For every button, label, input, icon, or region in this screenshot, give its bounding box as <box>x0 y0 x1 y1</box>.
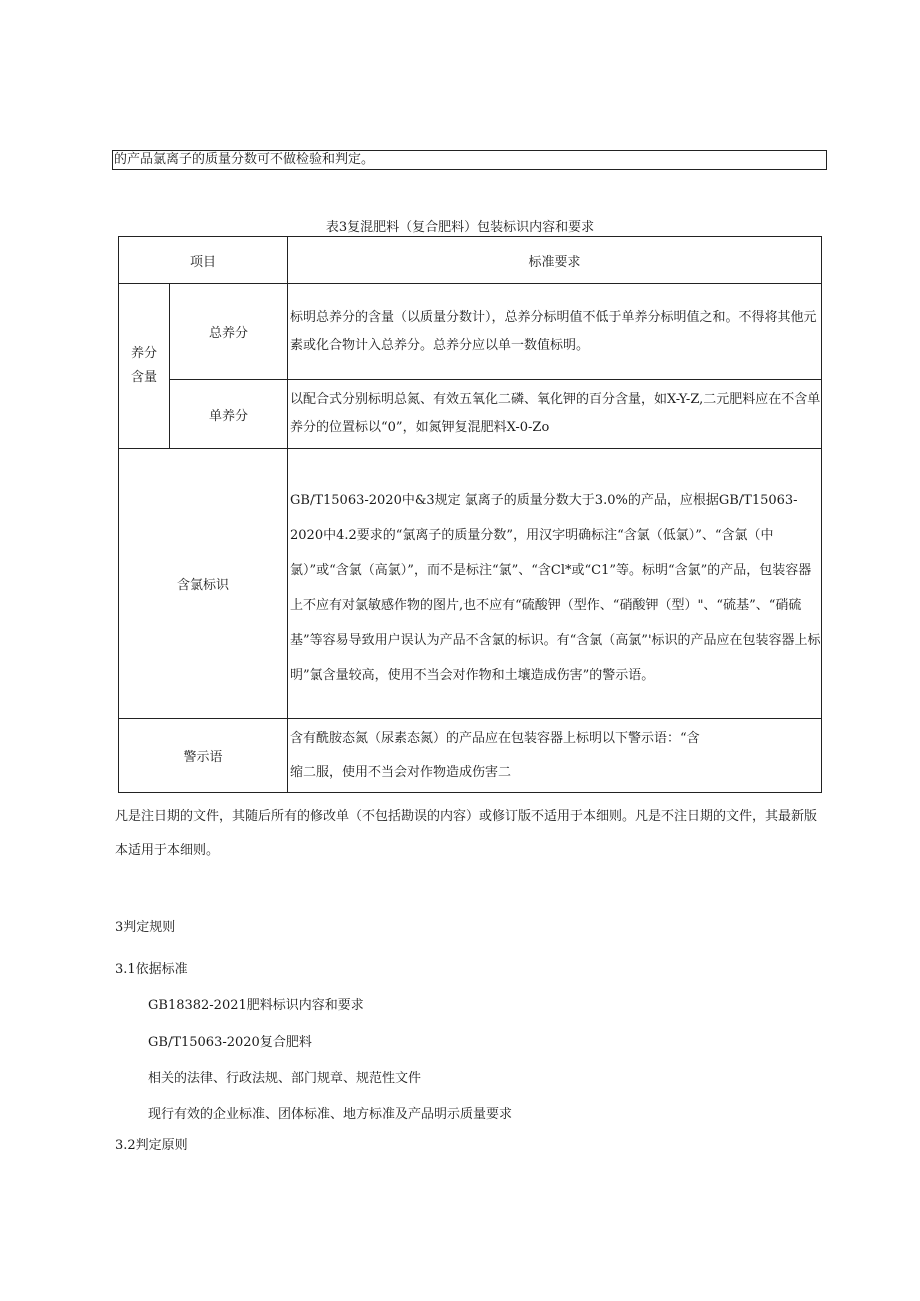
section-3-heading: 3判定规则 <box>115 920 176 935</box>
warning-label: 警示语 <box>119 719 288 793</box>
header-requirement: 标准要求 <box>288 237 822 284</box>
warning-line-1: 含有酰胺态氮（尿素态氮）的产品应在包装容器上标明以下警示语：“含 <box>290 730 700 746</box>
table-row-single-nutrient <box>119 380 822 449</box>
nutrient-content-group <box>119 284 170 449</box>
nutrient-group-line-1: 养分 <box>130 346 157 361</box>
table-row-total-nutrient <box>119 284 822 380</box>
labeling-requirements-table <box>118 236 822 793</box>
standard-item: 现行有效的企业标准、团体标准、地方标准及产品明示质量要求 <box>148 1107 513 1122</box>
chlorine-label: 含氯标识 <box>119 449 288 719</box>
section-3-2-heading: 3.2判定原则 <box>115 1138 188 1153</box>
standard-item: 相关的法律、行政法规、部门规章、规范性文件 <box>148 1071 422 1086</box>
dated-documents-paragraph: 凡是注日期的文件，其随后所有的修改单（不包括勘误的内容）或修订版不适用于本细则。凡是不注日期的文件，其最新版本适用于本细则。 <box>115 809 818 858</box>
standard-item: GB18382-2021肥料标识内容和要求 <box>148 998 364 1013</box>
section-3-1-heading: 3.1依据标准 <box>115 962 188 977</box>
single-nutrient-requirement: 以配合式分别标明总氮、有效五氧化二磷、氧化钾的百分含量，如X-Y-Z,二元肥料应在不含单养分的位置标以“0”，如氮钾复混肥料X-0-Zo <box>288 380 822 449</box>
chlorine-requirement: GB/T15063-2020中&3规定 氯离子的质量分数大于3.0%的产品，应根据GB/T15063-2020中4.2要求的“氯离子的质量分数”，用汉字明确标注“含氯（低氯）”、“含氯（中氯）”或“含氯（高氯）”，而不是标注“氯”、“含Cl*或“C1”等。标明“含氯”的产品，包装容器上不应有对氯敏感作物的图片,也不应有“硫酸钾（型作、“硝酸钾（型）"、“硫基”、“硝硫基”等容易导致用户误认为产品不含氯的标识。有“含氯（高氯”'标识的产品应在包装容器上标明”氯含量较高，使用不当会对作物和土壤造成伤害”的警示语。 <box>288 449 822 719</box>
single-nutrient-label: 单养分 <box>170 380 288 449</box>
continued-row-text: 的产品氯离子的质量分数可不做检验和判定。 <box>114 152 375 167</box>
header-item: 项目 <box>119 237 288 284</box>
nutrient-group-line-2: 含量 <box>130 370 157 385</box>
continued-table-row <box>112 150 827 170</box>
total-nutrient-requirement: 标明总养分的含量（以质量分数计），总养分标明值不低于单养分标明值之和。不得将其他元素或化合物计入总养分。总养分应以单一数值标明。 <box>288 284 822 380</box>
table-row-warning <box>119 719 822 793</box>
table-row-chlorine <box>119 449 822 719</box>
table-caption: 表3复混肥料（复合肥料）包装标识内容和要求 <box>325 220 595 235</box>
warning-line-2: 缩二服，使用不当会对作物造成伤害二 <box>290 764 512 780</box>
warning-requirement <box>288 719 822 793</box>
standard-item: GB/T15063-2020复合肥料 <box>148 1035 312 1050</box>
total-nutrient-label: 总养分 <box>170 284 288 380</box>
table-header-row <box>119 237 822 284</box>
